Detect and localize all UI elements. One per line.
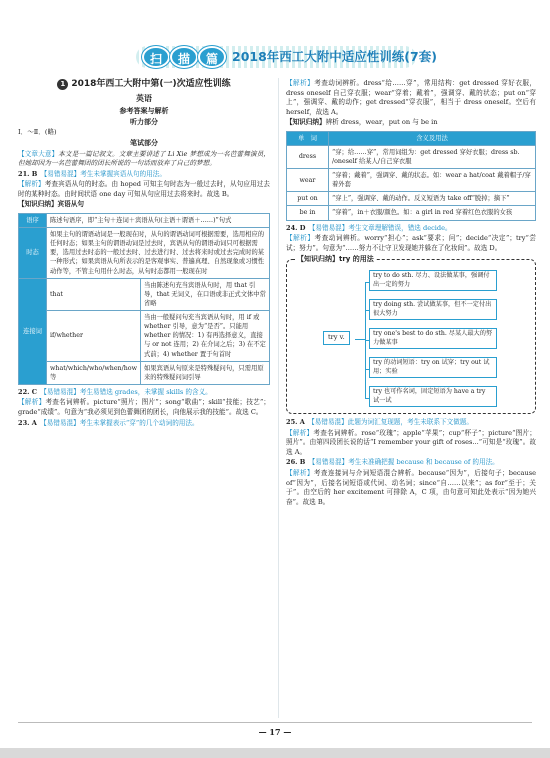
q23-analysis-tag: 【解析】 bbox=[286, 79, 315, 87]
written-title: 笔试部分 bbox=[130, 139, 158, 148]
try-usage-box bbox=[286, 255, 536, 414]
q23-analysis bbox=[286, 79, 536, 117]
connector-line bbox=[355, 339, 365, 340]
q25-label: 25. A bbox=[286, 418, 305, 427]
column-divider bbox=[278, 78, 279, 718]
q21-analysis-tag: 【解析】 bbox=[18, 180, 45, 189]
connective-wh-words-text: 如果宾语从句原来是特殊疑问句，只需用原来的特殊疑问词引导 bbox=[140, 361, 269, 384]
q24-analysis-tag: 【解析】 bbox=[286, 234, 315, 243]
q24-analysis bbox=[286, 234, 536, 253]
table-row bbox=[19, 311, 270, 362]
meaning-cell: “穿上”，强调穿、戴的动作。反义短语为 take off“脱掉；摘下” bbox=[329, 192, 536, 206]
q26-tag: 【易错易混】考生未准确把握 because 和 because of 的用法。 bbox=[311, 458, 499, 467]
bottom-bar bbox=[0, 748, 550, 758]
try-branch: try 的动词短语：try on 试穿；try out 试用；实验 bbox=[369, 357, 497, 378]
title-banner bbox=[0, 44, 550, 70]
q25-analysis bbox=[286, 429, 536, 458]
subject-title: 英语 bbox=[136, 94, 152, 104]
row-head-connectives: 连接词 bbox=[19, 278, 47, 384]
try-branch: try one's best to do sth. 尽某人最大的努力做某事 bbox=[369, 328, 497, 349]
banner-title: 2018年西工大附中适应性训练(7套) bbox=[232, 49, 437, 64]
q22-label: 22. C bbox=[18, 387, 38, 396]
object-clause-table bbox=[18, 213, 270, 385]
meaning-cell: “穿着”，in＋衣服/颜色。如：a girl in red 穿着红色衣服的女孩 bbox=[329, 206, 536, 220]
try-branch: try to do sth. 尽力、设法做某事，强调付出一定的努力 bbox=[369, 270, 497, 291]
q26-header bbox=[286, 458, 536, 468]
try-box-title: 【知识归纳】try 的用法 bbox=[297, 255, 374, 264]
section-number: 1 bbox=[57, 79, 68, 90]
word-cell: dress bbox=[287, 145, 329, 168]
article-tag: 【文章大意】 bbox=[18, 149, 59, 158]
row-head-word-order: 语序 bbox=[19, 213, 47, 227]
q23-tag: 【易错易混】考生未掌握表示“穿”的几个动词的用法。 bbox=[43, 418, 199, 427]
banner-badge-2: 描 bbox=[170, 46, 198, 68]
col-header-meaning: 含义及用法 bbox=[329, 131, 536, 145]
knowledge-tag-right: 【知识归纳】 bbox=[286, 118, 326, 127]
listening-title: 听力部分 bbox=[130, 117, 158, 126]
q25-analysis-text: 考查名词辨析。rose“玫瑰”；apple“苹果”；cup“杯子”；picture“图片；照片”。由第四段团长说的话“I remember your gift of roses...”可知是“玫瑰”。故选 A。 bbox=[286, 428, 536, 456]
right-column bbox=[286, 78, 536, 508]
q25-analysis-tag: 【解析】 bbox=[286, 428, 314, 437]
col-header-word: 单 词 bbox=[287, 131, 329, 145]
banner-badge-1: 扫 bbox=[142, 46, 170, 68]
table-row bbox=[287, 206, 536, 220]
table-header-row bbox=[287, 131, 536, 145]
q22-tag: 【易错易混】考生易错选 grades，未掌握 skills 的含义。 bbox=[43, 387, 212, 396]
meaning-cell: “穿着；戴着”，强调穿、戴的状态。如：wear a hat/coat 戴着帽子/穿着外套 bbox=[329, 169, 536, 192]
try-branch: try 也可作名词，固定短语为 have a try 试一试 bbox=[369, 386, 497, 407]
connective-that-text: 当由陈述句充当宾语从句时，用 that 引导，that 无词义，在口语或非正式文体中常省略 bbox=[140, 278, 269, 310]
q22-header bbox=[18, 388, 270, 398]
table-row bbox=[287, 169, 536, 192]
table-row bbox=[19, 361, 270, 384]
connective-if-whether-text: 当由一般疑问句充当宾语从句时，用 if 或 whether 引导，意为“是否”。只能用 whether 的情况：1) 有再选择意义，直接与 or not 连用；2) 在介词之后；3) 在不定式前；4) whether 置于句首时 bbox=[140, 311, 269, 362]
connective-that: that bbox=[47, 278, 141, 310]
dress-wear-table bbox=[286, 131, 536, 221]
q24-label: 24. D bbox=[286, 223, 306, 232]
q21-header bbox=[18, 170, 270, 180]
q24-analysis-text: 考查动词辨析。worry“担心”；ask“要求；问”；decide“决定”；try“尝试；努力”。句意为“……努力不让守卫发现她并躲在了化妆间”。故选 D。 bbox=[286, 234, 536, 252]
connective-if-whether: if/whether bbox=[47, 311, 141, 362]
connective-wh-words: what/which/who/when/how 等 bbox=[47, 361, 141, 384]
q23-header bbox=[18, 419, 270, 429]
q22-analysis bbox=[18, 398, 270, 417]
q26-label: 26. B bbox=[286, 458, 306, 467]
try-center-node: try v. bbox=[323, 331, 350, 345]
q21-analysis-text: 考查宾语从句的时态。由 hoped 可知主句时态为一般过去时，从句应用过去时的某种时态。由时间状语 one day 可知从句应用过去将来时。故选 B。 bbox=[18, 180, 270, 198]
listening-range: Ⅰ．～Ⅱ．(略) bbox=[18, 127, 57, 136]
word-cell: wear bbox=[287, 169, 329, 192]
q22-analysis-text: 考查名词辨析。picture“照片；图片”；song“歌曲”；skill“技能；技艺”；grade“成绩”。句意为“我必须见到色蕾舞团的团长，向他展示我的技能”。故选 C。 bbox=[18, 398, 271, 416]
table-row bbox=[19, 213, 270, 227]
knowledge-text-right: 辨析 dress，wear，put on 与 be in bbox=[325, 118, 438, 127]
q25-tag: 【易错易混】此题为词汇复现题，考生未联系下文做题。 bbox=[311, 418, 474, 427]
knowledge-dress bbox=[286, 118, 536, 128]
left-column bbox=[18, 78, 270, 429]
footer-rule bbox=[18, 722, 532, 723]
q26-analysis bbox=[286, 469, 536, 507]
page-number: — 17 — bbox=[258, 727, 292, 737]
q24-tag: 【易错易混】考生文章理解错误，错选 decide。 bbox=[312, 223, 452, 232]
q26-analysis-tag: 【解析】 bbox=[286, 468, 314, 477]
table-row bbox=[287, 192, 536, 206]
section-heading bbox=[18, 78, 270, 91]
article-summary bbox=[18, 150, 270, 169]
row-text-word-order: 陈述句语序，即“主句＋连词＋宾语从句(主语＋谓语＋……)”句式 bbox=[47, 213, 270, 227]
q26-analysis-text: 考查连接词与介词短语混合辨析。because“因为”，后接句子；because of“因为”，后接名词短语或代词、动名词；since“自……以来”；as for“至于；关于”。由空后的 her excitement 可排除 A，C 项，由句意可知此处表示“因为她兴奋”。故选 B。 bbox=[286, 468, 536, 506]
row-text-tense: 如果主句的谓语动词是一般现在时，从句的谓语动词可根据需要，选用相应的任何时态；如果主句的谓语动词是过去时，宾语从句的谓语动词只可根据需要，选用过去时态的一般过去时、过去进行时、过去将来时或过去完成时的某一种形式；如果宾语从句所表示的是客观事实、普遍真理、自然现象或习惯性动作等，不管主句用什么时态，从句时态都用一般现在时 bbox=[47, 228, 270, 279]
table-row bbox=[19, 228, 270, 279]
article-text: 本文是一篇记叙文。文章主要讲述了 Li Xie 梦想成为一名芭蕾舞演员，但她却因为一名芭蕾舞团的团长所说的一句话而放弃了自己的梦想。 bbox=[18, 149, 271, 168]
meaning-cell: “穿；给……穿”，常用词组为：get dressed 穿好衣服；dress sb. /oneself 给某人/自己穿衣服 bbox=[329, 145, 536, 168]
q23-label: 23. A bbox=[18, 418, 37, 427]
answer-title: 参考答案与解析 bbox=[119, 106, 169, 115]
q25-header bbox=[286, 418, 536, 428]
q24-header bbox=[286, 224, 536, 234]
q23-analysis-text: 考查动词辨析。dress“给……穿”，常用结构：get dressed 穿好衣服，dress oneself 自己穿衣服；wear“穿着；戴着”，强调穿、戴的状态；put on“穿上”，强调穿、戴的动作；get dressed“穿衣服”，相当于 dress oneself。空后有 herself，故选 A。 bbox=[286, 79, 536, 116]
q21-label: 21. B bbox=[18, 169, 38, 178]
word-cell: be in bbox=[287, 206, 329, 220]
knowledge-tag-left: 【知识归纳】宾语从句 bbox=[18, 200, 84, 209]
q21-tag: 【易错易混】考生未掌握宾语从句的用法。 bbox=[43, 169, 166, 178]
table-row bbox=[19, 278, 270, 310]
section-title: 2018年西工大附中第(一)次适应性训练 bbox=[71, 79, 231, 89]
word-cell: put on bbox=[287, 192, 329, 206]
table-row bbox=[287, 145, 536, 168]
row-head-tense: 时态 bbox=[19, 228, 47, 279]
try-branch: try doing sth. 尝试做某事，但不一定付出很大努力 bbox=[369, 299, 497, 320]
q21-analysis bbox=[18, 180, 270, 199]
q22-analysis-tag: 【解析】 bbox=[18, 398, 46, 407]
banner-badge-3: 篇 bbox=[198, 46, 226, 68]
